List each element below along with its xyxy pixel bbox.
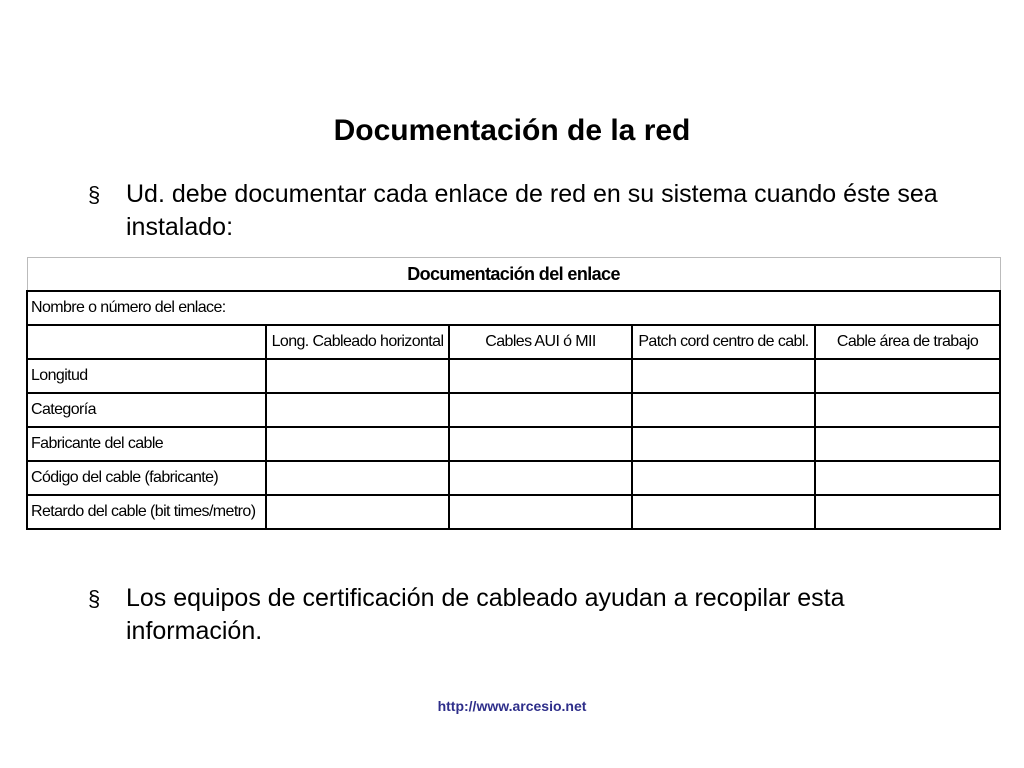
table-row bbox=[27, 359, 1000, 393]
row-label: Longitud bbox=[27, 359, 266, 393]
row-label: Categoría bbox=[27, 393, 266, 427]
bullet-text: Los equipos de certificación de cableado ayudan a recopilar esta información. bbox=[126, 584, 845, 645]
table-cell bbox=[632, 495, 815, 529]
table-cell bbox=[266, 359, 449, 393]
link-documentation-table bbox=[26, 257, 1001, 530]
table-title-row bbox=[27, 258, 1000, 292]
table-cell bbox=[632, 427, 815, 461]
bullet-item bbox=[88, 178, 956, 244]
empty-corner-cell bbox=[27, 325, 266, 359]
table-cell bbox=[449, 495, 632, 529]
column-header-row bbox=[27, 325, 1000, 359]
table-cell bbox=[815, 461, 1000, 495]
row-label: Retardo del cable (bit times/metro) bbox=[27, 495, 266, 529]
table-cell bbox=[815, 495, 1000, 529]
table-cell bbox=[632, 393, 815, 427]
table-cell bbox=[632, 359, 815, 393]
bullet-item bbox=[88, 582, 956, 648]
table-cell bbox=[449, 359, 632, 393]
link-name-label: Nombre o número del enlace: bbox=[27, 291, 1000, 325]
table-cell bbox=[266, 495, 449, 529]
column-header: Cable área de trabajo bbox=[815, 325, 1000, 359]
footer-website-link[interactable]: http://www.arcesio.net bbox=[437, 698, 587, 714]
table-cell bbox=[632, 461, 815, 495]
bullet-marker: § bbox=[88, 586, 101, 611]
table-cell bbox=[815, 427, 1000, 461]
table-cell bbox=[266, 461, 449, 495]
column-header: Patch cord centro de cabl. bbox=[632, 325, 815, 359]
bullet-text: Ud. debe documentar cada enlace de red en su sistema cuando éste sea instalado: bbox=[126, 180, 938, 241]
slide-title: Documentación de la red bbox=[333, 114, 691, 147]
table-cell bbox=[449, 461, 632, 495]
table-row bbox=[27, 495, 1000, 529]
table-cell bbox=[449, 427, 632, 461]
row-label: Fabricante del cable bbox=[27, 427, 266, 461]
link-name-row bbox=[27, 291, 1000, 325]
row-label: Código del cable (fabricante) bbox=[27, 461, 266, 495]
table-row bbox=[27, 461, 1000, 495]
table-cell bbox=[266, 393, 449, 427]
column-header: Long. Cableado horizontal bbox=[266, 325, 449, 359]
table-cell bbox=[449, 393, 632, 427]
column-header: Cables AUI ó MII bbox=[449, 325, 632, 359]
table-cell bbox=[266, 427, 449, 461]
bullet-marker: § bbox=[88, 182, 101, 207]
table-cell bbox=[815, 393, 1000, 427]
table-cell bbox=[815, 359, 1000, 393]
table-row bbox=[27, 427, 1000, 461]
table-title: Documentación del enlace bbox=[27, 258, 1000, 292]
table-row bbox=[27, 393, 1000, 427]
